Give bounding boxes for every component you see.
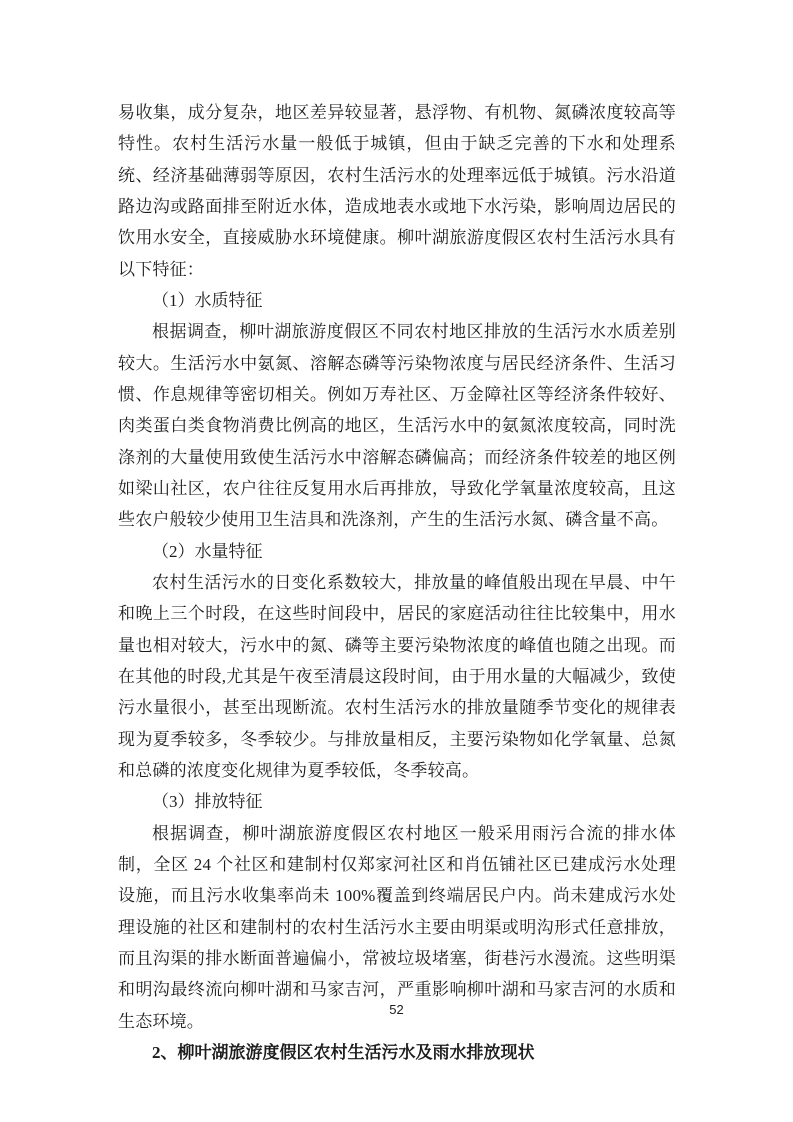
subheading-discharge: （3）排放特征 [152,792,263,812]
page-number: 52 [389,1002,404,1017]
paragraph-water-quality: 根据调查，柳叶湖旅游度假区不同农村地区排放的生活污水水质差别较大。生活污水中氨氮、溶解态磷等污染物浓度与居民经济条件、生活习惯、作息规律等密切相关。例如万寿社区、万金障社区等经济条件较好、肉类蛋白类食物消费比例高的地区，生活污水中的氨氮浓度较高，同时洗涤剂的大量使用致使生活污水中溶解态磷偏高；而经济条件较差的地区例如梁山社区，农户往往反复用水后再排放，导致化学氧量浓度较高，且这些农户般较少使用卫生洁具和洗涤剂，产生的生活污水氮、磷含量不高。 [118,322,676,530]
paragraph-intro-continuation: 易收集，成分复杂，地区差异较显著，悬浮物、有机物、氮磷浓度较高等特性。农村生活污水量一般低于城镇，但由于缺乏完善的下水和处理系统、经济基础薄弱等原因，农村生活污水的处理率远低于城镇。污水沿道路边沟或路面排至附近水体，造成地表水或地下水污染，影响周边居民的饮用水安全，直接威胁水环境健康。柳叶湖旅游度假区农村生活污水具有以下特征： [118,103,676,279]
document-body [118,97,676,1068]
subheading-water-quantity: （2）水量特征 [152,541,263,561]
paragraph-discharge: 根据调查，柳叶湖旅游度假区农村地区一般采用雨污合流的排水体制，全区 24 个社区和建制村仅郑家河社区和肖伍铺社区已建成污水处理设施，而且污水收集率尚未 100%覆盖到终端居民户内。尚未建成污水处理设施的社区和建制村的农村生活污水主要由明渠或明沟形式任意排放，而且沟渠的排水断面普遍偏小，常被垃圾堵塞，街巷污水漫流。这些明渠和明沟最终流向柳叶湖和马家吉河，严重影响柳叶湖和马家吉河的水质和生态环境。 [118,823,676,1031]
subheading-water-quality: （1）水质特征 [152,290,263,310]
section-heading-next: 2、柳叶湖旅游度假区农村生活污水及雨水排放现状 [152,1042,535,1062]
paragraph-water-quantity: 农村生活污水的日变化系数较大，排放量的峰值般出现在早晨、中午和晚上三个时段，在这些时间段中，居民的家庭活动往往比较集中，用水量也相对较大，污水中的氮、磷等主要污染物浓度的峰值也随之出现。而在其他的时段,尤其是午夜至清晨这段时间，由于用水量的大幅减少，致使污水量很小，甚至出现断流。农村生活污水的排放量随季节变化的规律表现为夏季较多，冬季较少。与排放量相反，主要污染物如化学氧量、总氮和总磷的浓度变化规律为夏季较低，冬季较高。 [118,572,676,780]
